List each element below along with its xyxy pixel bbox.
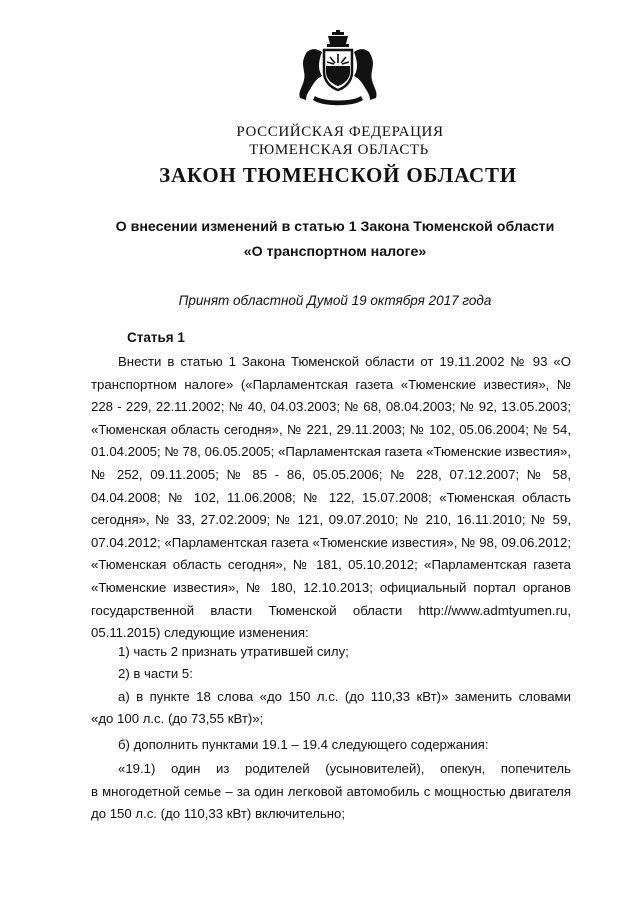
header-region: ТЮМЕНСКАЯ ОБЛАСТЬ <box>249 142 429 158</box>
point-19-1-line-3: до 150 л.с. (до 110,33 кВт) включительно; <box>91 806 346 821</box>
law-title-line-1: О внесении изменений в статью 1 Закона Тюменской области <box>115 219 555 235</box>
header-doc-type: ЗАКОН ТЮМЕНСКОЙ ОБЛАСТИ <box>159 163 517 187</box>
sub-item-a-line-2: «до 100 л.с. (до 73,55 кВт)»; <box>91 711 264 726</box>
point-19-1-line-2: в многодетной семье – за один легковой автомобиль с мощностью двигателя <box>91 784 571 799</box>
sub-item-b: б) дополнить пунктами 19.1 – 19.4 следующего содержания: <box>118 737 489 752</box>
list-item-2: 2) в части 5: <box>118 666 193 681</box>
point-19-1-line-1: «19.1) один из родителей (усыновителей), опекун, попечитель <box>118 761 571 776</box>
adoption-note: Принят областной Думой 19 октября 2017 года <box>178 293 492 308</box>
coat-of-arms-emblem <box>297 30 379 106</box>
header-country: РОССИЙСКАЯ ФЕДЕРАЦИЯ <box>236 124 444 140</box>
sub-item-a-line-1: а) в пункте 18 слова «до 150 л.с. (до 110,33 кВт)» заменить словами <box>118 689 571 704</box>
article-intro-paragraph: Внести в статью 1 Закона Тюменской области от 19.11.2002 № 93 «О транспортном налоге» («Парламентская газета «Тюменские известия», № 228 - 229, 22.11.2002; № 40, 04.03.2003; № 68, 08.04.2003; № 92, 13.05.2003; «Тюменская область сегодня», № 221, 29.11.2003; № 102, 05.06.2004; № 54, 01.04.2005; № 78, 06.05.2005; «Парламентская газета «Тюменские известия», № 252, 09.11.2005; № 85 - 86, 05.05.2006; № 228, 07.12.2007; № 58, 04.04.2008; № 102, 11.06.2008; № 122, 15.07.2008; «Тюменская область сегодня», № 33, 27.02.2009; № 121, 09.07.2010; № 210, 16.11.2010; № 59, 07.04.2012; «Парламентская газета «Тюменские известия», № 98, 09.06.2012; «Тюменская область сегодня», № 181, 05.10.2012; «Парламентская газета «Тюменские известия», № 180, 12.10.2013; официальный портал органов государственной власти Тюменской области http://www.admtyumen.ru, 05.11.2015) следующие изменения: <box>91 354 571 641</box>
list-item-1: 1) часть 2 признать утратившей силу; <box>118 644 349 659</box>
law-title-line-2: «О транспортном налоге» <box>243 244 427 260</box>
article-heading: Статья 1 <box>127 330 185 345</box>
